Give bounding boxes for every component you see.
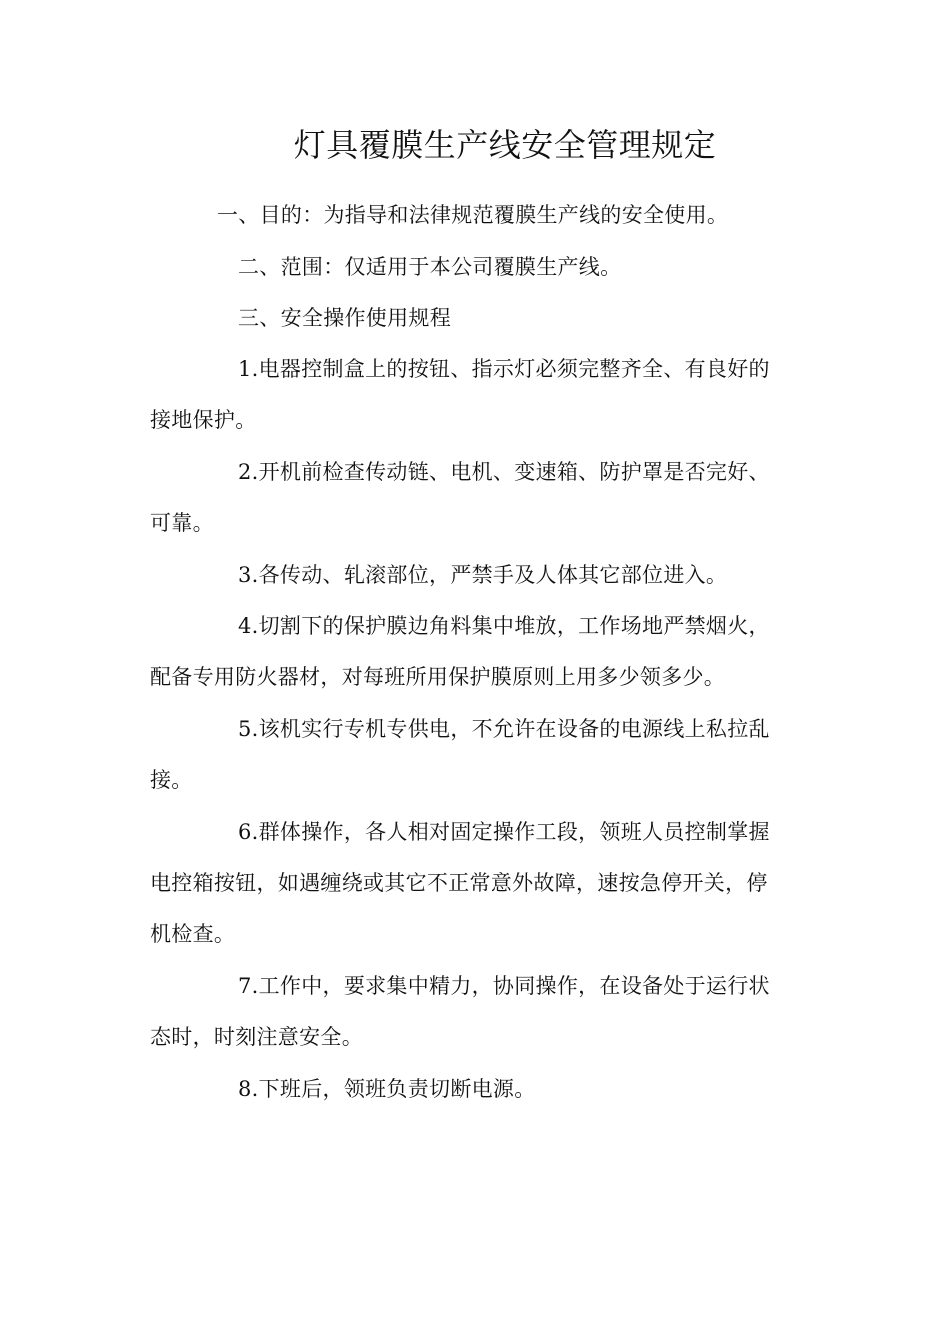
rule-6-line-2: 电控箱按钮，如遇缠绕或其它不正常意外故障，速按急停开关，停 bbox=[150, 871, 768, 895]
rule-5-line-2: 接。 bbox=[150, 768, 193, 792]
rule-4-line-1: 4.切割下的保护膜边角料集中堆放，工作场地严禁烟火， bbox=[238, 614, 770, 638]
rule-2-line-2: 可靠。 bbox=[150, 511, 214, 535]
purpose-line: 一、目的：为指导和法律规范覆膜生产线的安全使用。 bbox=[217, 203, 729, 227]
rule-1-line-1: 1.电器控制盒上的按钮、指示灯必须完整齐全、有良好的 bbox=[238, 357, 770, 381]
rule-2-line-1: 2.开机前检查传动链、电机、变速箱、防护罩是否完好、 bbox=[238, 460, 770, 484]
scope-line: 二、范围：仅适用于本公司覆膜生产线。 bbox=[238, 255, 622, 279]
rule-7-line-1: 7.工作中，要求集中精力，协同操作，在设备处于运行状 bbox=[238, 974, 770, 998]
rule-8-line-1: 8.下班后，领班负责切断电源。 bbox=[238, 1077, 536, 1101]
rule-6-line-1: 6.群体操作，各人相对固定操作工段，领班人员控制掌握 bbox=[238, 820, 770, 844]
document-title: 灯具覆膜生产线安全管理规定 bbox=[293, 126, 717, 164]
rule-1-line-2: 接地保护。 bbox=[150, 408, 257, 432]
rule-6-line-3: 机检查。 bbox=[150, 922, 236, 946]
rule-4-line-2: 配备专用防火器材，对每班所用保护膜原则上用多少领多少。 bbox=[150, 665, 726, 689]
rule-3-line-1: 3.各传动、轧滚部位，严禁手及人体其它部位进入。 bbox=[238, 563, 728, 587]
rule-7-line-2: 态时，时刻注意安全。 bbox=[150, 1025, 363, 1049]
rule-5-line-1: 5.该机实行专机专供电，不允许在设备的电源线上私拉乱 bbox=[238, 717, 770, 741]
rules-heading: 三、安全操作使用规程 bbox=[238, 306, 451, 330]
